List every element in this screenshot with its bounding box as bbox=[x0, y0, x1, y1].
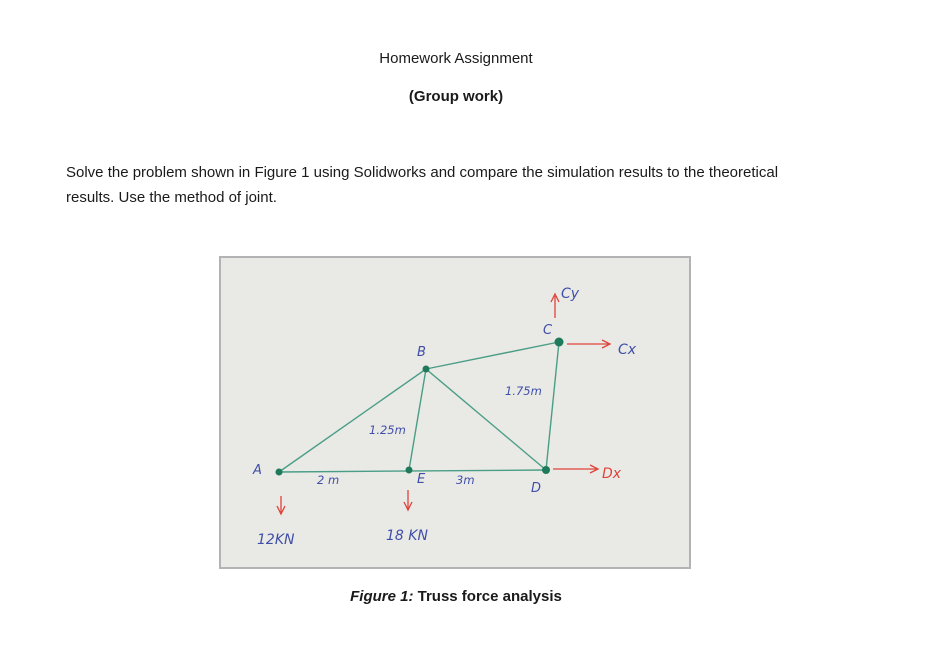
load-e-label: 18 KN bbox=[386, 528, 428, 544]
member-ab bbox=[279, 369, 426, 472]
dim-ae: 2 m bbox=[317, 473, 340, 487]
joint-label-d: D bbox=[531, 481, 542, 496]
joint-a-dot bbox=[276, 469, 283, 476]
truss-figure bbox=[219, 256, 691, 569]
problem-statement: Solve the problem shown in Figure 1 using Solidworks and compare the simulation results to the theoretical results. Use the method of joint. bbox=[66, 164, 779, 206]
joint-label-e: E bbox=[417, 472, 426, 487]
member-ad bbox=[279, 470, 546, 472]
figure-caption bbox=[0, 588, 912, 605]
reaction-cx-label: Cx bbox=[618, 342, 637, 358]
member-bc bbox=[426, 342, 559, 369]
dim-ed: 3m bbox=[456, 473, 475, 487]
joint-label-a: A bbox=[253, 463, 262, 478]
joint-d-dot bbox=[542, 466, 550, 474]
load-a-label: 12KN bbox=[257, 532, 295, 548]
page-title: Homework Assignment bbox=[379, 50, 533, 67]
member-cd bbox=[546, 342, 559, 470]
joint-label-c: C bbox=[543, 323, 553, 338]
page-subtitle: (Group work) bbox=[408, 88, 504, 105]
joint-label-b: B bbox=[417, 345, 426, 360]
caption-text: Truss force analysis bbox=[417, 588, 562, 605]
joint-b-dot bbox=[423, 366, 430, 373]
truss-diagram bbox=[221, 258, 689, 567]
member-be bbox=[409, 369, 426, 470]
joint-c-dot bbox=[555, 338, 564, 347]
dim-be: 1.25m bbox=[369, 423, 406, 437]
joint-e-dot bbox=[406, 467, 413, 474]
reaction-cy-label: Cy bbox=[561, 286, 580, 302]
reaction-dx-label: Dx bbox=[602, 466, 622, 482]
caption-label: Figure 1: bbox=[350, 588, 414, 605]
dim-cd: 1.75m bbox=[505, 384, 542, 398]
